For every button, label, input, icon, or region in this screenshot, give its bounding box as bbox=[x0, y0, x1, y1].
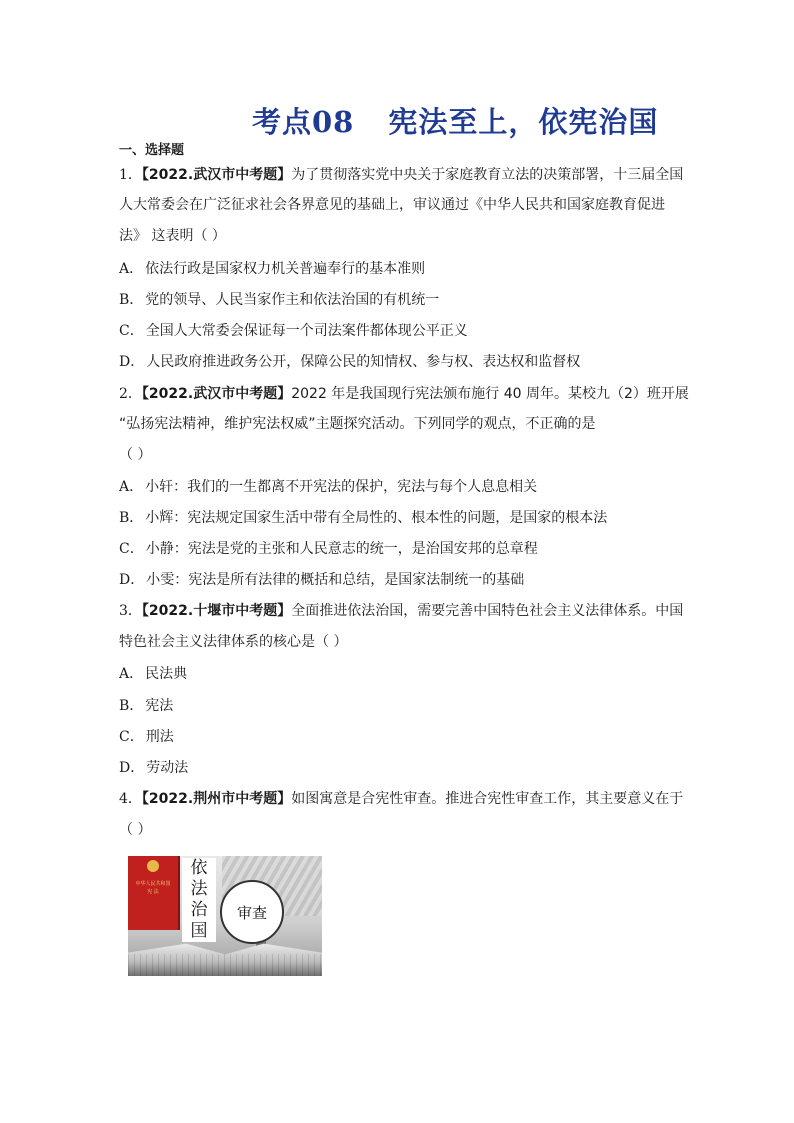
question-number: 3． bbox=[119, 603, 142, 619]
constitutional-review-illustration bbox=[128, 856, 322, 976]
option-2c bbox=[119, 540, 538, 558]
option-text: 劳动法 bbox=[146, 760, 189, 776]
option-letter: D． bbox=[119, 760, 145, 776]
question-1-line-1 bbox=[119, 166, 683, 184]
option-3b bbox=[119, 697, 173, 715]
option-letter: C． bbox=[119, 729, 144, 745]
option-text: 刑法 bbox=[145, 729, 174, 745]
question-text: 2022 年是我国现行宪法颁布施行 40 周年。某校九（2）班开展 bbox=[291, 386, 689, 402]
book-subtitle: 宪 法 bbox=[147, 889, 159, 895]
option-3c bbox=[119, 728, 174, 746]
option-1d bbox=[119, 353, 580, 371]
question-source: 【2022.十堰市中考题】 bbox=[141, 603, 292, 619]
question-text: 全面推进依法治国，需要完善中国特色社会主义法律体系。中国 bbox=[291, 603, 684, 619]
option-3d bbox=[119, 759, 188, 777]
option-2a bbox=[119, 478, 537, 496]
option-letter: B． bbox=[119, 510, 144, 526]
option-text: 小轩：我们的一生都离不开宪法的保护，宪法与每个人息息相关 bbox=[145, 479, 538, 495]
question-source: 【2022.武汉市中考题】 bbox=[141, 386, 292, 402]
option-2b bbox=[119, 509, 607, 527]
rule-of-law-motto bbox=[182, 858, 216, 942]
question-number: 2． bbox=[119, 386, 142, 402]
question-3-line-1 bbox=[119, 602, 683, 620]
topic-title: 宪法至上，依宪治国 bbox=[388, 105, 659, 139]
question-text: 特色社会主义法律体系的核心是（ ） bbox=[119, 634, 348, 650]
national-emblem-icon bbox=[147, 860, 159, 872]
option-text: 小辉：宪法规定国家生活中带有全局性的、根本性的问题，是国家的根本法 bbox=[145, 510, 608, 526]
page-edges bbox=[128, 954, 322, 976]
option-letter: A． bbox=[119, 479, 144, 495]
option-1a bbox=[119, 260, 425, 278]
section-heading: 一、选择题 bbox=[119, 143, 185, 158]
motto-char: 国 bbox=[190, 921, 208, 941]
question-text: 为了贯彻落实党中央关于家庭教育立法的决策部署，十三届全国 bbox=[291, 167, 684, 183]
option-text: 民法典 bbox=[145, 666, 188, 682]
option-text: 依法行政是国家权力机关普遍奉行的基本准则 bbox=[145, 261, 426, 277]
question-2-line-1 bbox=[119, 385, 689, 403]
page-title bbox=[252, 100, 658, 141]
question-text: 人大常委会在广泛征求社会各界意见的基础上，审议通过《中华人民共和国家庭教育促进 bbox=[119, 197, 665, 213]
option-text: 全国人大常委会保证每一个司法案件都体现公平正义 bbox=[145, 323, 468, 339]
option-letter: B． bbox=[119, 292, 144, 308]
motto-char: 法 bbox=[190, 879, 208, 899]
question-text: （ ） bbox=[119, 822, 152, 838]
constitution-book bbox=[128, 856, 180, 930]
question-source: 【2022.武汉市中考题】 bbox=[141, 167, 292, 183]
option-1c bbox=[119, 322, 468, 340]
option-letter: C． bbox=[119, 323, 144, 339]
question-number: 4． bbox=[119, 791, 142, 807]
motto-char: 治 bbox=[190, 900, 208, 920]
question-text: 如图寓意是合宪性审查。推进合宪性审查工作，其主要意义在于 bbox=[291, 791, 684, 807]
question-number: 1． bbox=[119, 167, 142, 183]
book-title: 中华人民共和国 bbox=[135, 881, 171, 887]
option-letter: B． bbox=[119, 698, 144, 714]
question-4-line-1 bbox=[119, 790, 683, 808]
question-text: 法》 这表明（ ） bbox=[119, 228, 226, 244]
option-text: 党的领导、人民当家作主和依法治国的有机统一 bbox=[145, 292, 440, 308]
motto-char: 依 bbox=[190, 858, 208, 878]
question-text: （ ） bbox=[119, 447, 152, 463]
option-2d bbox=[119, 571, 524, 589]
topic-code: 考点08 bbox=[252, 105, 355, 139]
option-letter: A． bbox=[119, 666, 144, 682]
option-text: 小静：宪法是党的主张和人民意志的统一，是治国安邦的总章程 bbox=[145, 541, 538, 557]
option-text: 宪法 bbox=[145, 698, 174, 714]
question-source: 【2022.荆州市中考题】 bbox=[141, 791, 292, 807]
option-3a bbox=[119, 665, 187, 683]
option-text: 小雯：宪法是所有法律的概括和总结，是国家法制统一的基础 bbox=[146, 572, 525, 588]
option-letter: D． bbox=[119, 572, 145, 588]
review-circle: 审查 bbox=[220, 880, 284, 944]
question-text: “弘扬宪法精神，维护宪法权威”主题探究活动。下列同学的观点，不正确的是 bbox=[119, 416, 596, 432]
option-letter: C． bbox=[119, 541, 144, 557]
option-letter: A． bbox=[119, 261, 144, 277]
option-1b bbox=[119, 291, 439, 309]
option-letter: D． bbox=[119, 354, 145, 370]
option-text: 人民政府推进政务公开，保障公民的知情权、参与权、表达权和监督权 bbox=[146, 354, 581, 370]
